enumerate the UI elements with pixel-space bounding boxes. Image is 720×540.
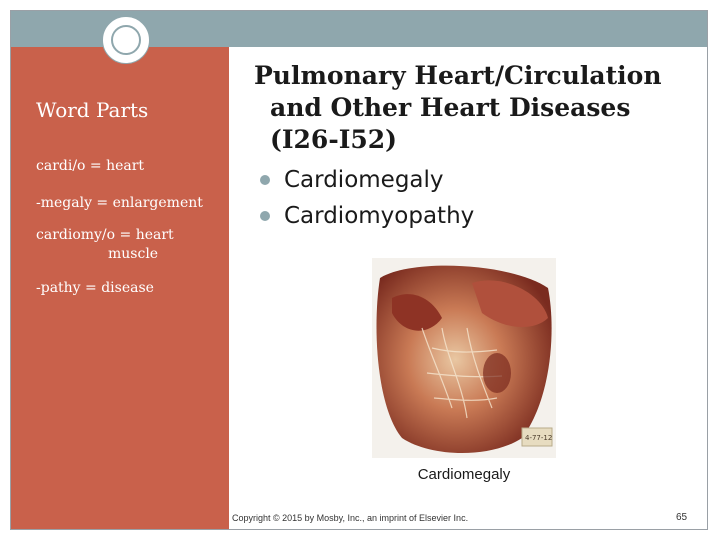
bullet-text: Cardiomyopathy [284, 203, 475, 229]
word-part-text: -pathy = disease [36, 280, 154, 296]
bullet-item [258, 162, 474, 198]
heart-specimen-illustration [372, 258, 556, 458]
word-part-text: cardi/o = heart [36, 158, 145, 174]
word-part-text: cardiomy/o = heart [36, 227, 174, 243]
word-part-text: -megaly = enlargement [36, 195, 203, 211]
word-part-pathy [36, 279, 154, 298]
word-parts-title: Word Parts [36, 98, 149, 122]
word-part-cardio [36, 157, 144, 176]
slide-title [254, 60, 714, 156]
specimen-label: 4-77-12 [525, 434, 553, 442]
bullet-icon [260, 211, 270, 221]
title-line-3: (I26-I52) [270, 125, 398, 154]
bullet-item [258, 198, 474, 234]
decorative-ring-inner [111, 25, 141, 55]
heart-specimen-photo [372, 258, 556, 458]
word-part-megaly [36, 194, 203, 213]
bullet-text: Cardiomegaly [284, 167, 444, 193]
word-part-text-cont: muscle [108, 246, 159, 262]
page-number: 65 [676, 512, 688, 523]
bullet-icon [260, 175, 270, 185]
decorative-ring-icon [102, 16, 150, 64]
copyright-footer: Copyright © 2015 by Mosby, Inc., an imprint of Elsevier Inc. [232, 513, 469, 523]
word-part-cardiomyo [36, 226, 174, 264]
title-line-2: and Other Heart Diseases [270, 93, 631, 122]
image-caption: Cardiomegaly [417, 466, 511, 483]
bullet-list [258, 162, 474, 234]
title-line-1: Pulmonary Heart/Circulation [254, 61, 662, 90]
